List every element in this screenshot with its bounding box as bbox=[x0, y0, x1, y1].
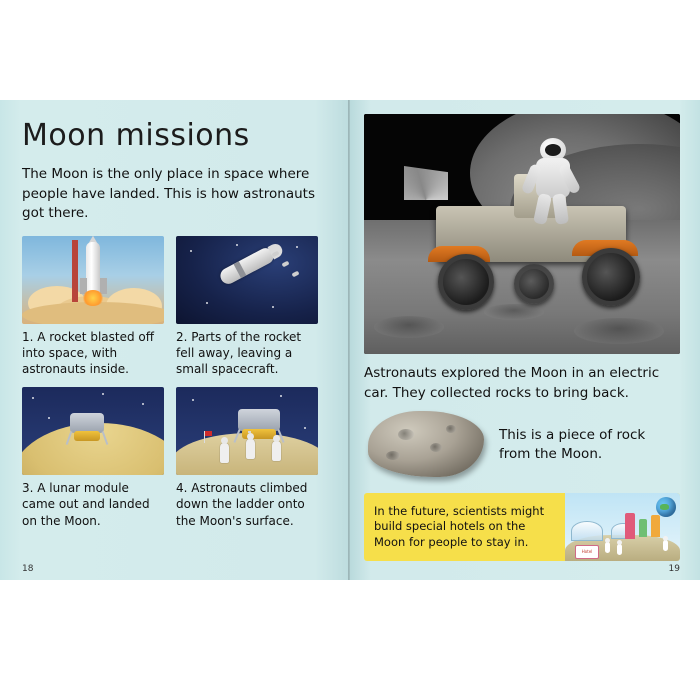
right-page bbox=[350, 100, 700, 580]
page-title: Moon missions bbox=[22, 118, 250, 153]
moon-hotel-cartoon bbox=[565, 493, 680, 561]
rocket-launch-photo bbox=[22, 236, 164, 324]
main-photo-caption: Astronauts explored the Moon in an electric car. They collected rocks to bring back. bbox=[364, 365, 660, 401]
fact-box bbox=[364, 493, 680, 561]
folio-left: 18 bbox=[22, 564, 34, 574]
step-panel-grid bbox=[22, 236, 334, 529]
intro-paragraph: The Moon is the only place in space where people have landed. This is how astronauts got there. bbox=[22, 166, 315, 222]
fact-box-text: In the future, scientists might build special hotels on the Moon for people to stay in. bbox=[374, 503, 545, 549]
moon-rock-row bbox=[364, 409, 680, 481]
step-caption-3: 3. A lunar module came out and landed on the Moon. bbox=[22, 481, 150, 528]
astronaut-figure bbox=[532, 138, 576, 224]
moon-rock-caption: This is a piece of rock from the Moon. bbox=[499, 426, 646, 463]
hotel-sign: Hotel bbox=[575, 545, 599, 559]
left-page bbox=[0, 100, 350, 580]
rocket-stage-separation-photo bbox=[176, 236, 318, 324]
earth-icon bbox=[656, 497, 676, 517]
lunar-module-landing-photo bbox=[22, 387, 164, 475]
lunar-rover-astronaut-photo bbox=[364, 114, 680, 354]
step-caption-2: 2. Parts of the rocket fell away, leaving a small spacecraft. bbox=[176, 329, 302, 377]
step-caption-4: 4. Astronauts climbed down the ladder onto the Moon's surface. bbox=[176, 481, 308, 528]
astronauts-descending-ladder-photo bbox=[176, 387, 318, 475]
step-panel-3 bbox=[22, 387, 164, 529]
moon-rock-photo bbox=[364, 409, 489, 481]
step-caption-1: 1. A rocket blasted off into space, with astronauts inside. bbox=[22, 329, 155, 377]
step-panel-1 bbox=[22, 236, 164, 378]
book-spread bbox=[0, 100, 700, 580]
folio-right: 19 bbox=[668, 564, 680, 574]
step-panel-2 bbox=[176, 236, 318, 378]
step-panel-4 bbox=[176, 387, 318, 529]
